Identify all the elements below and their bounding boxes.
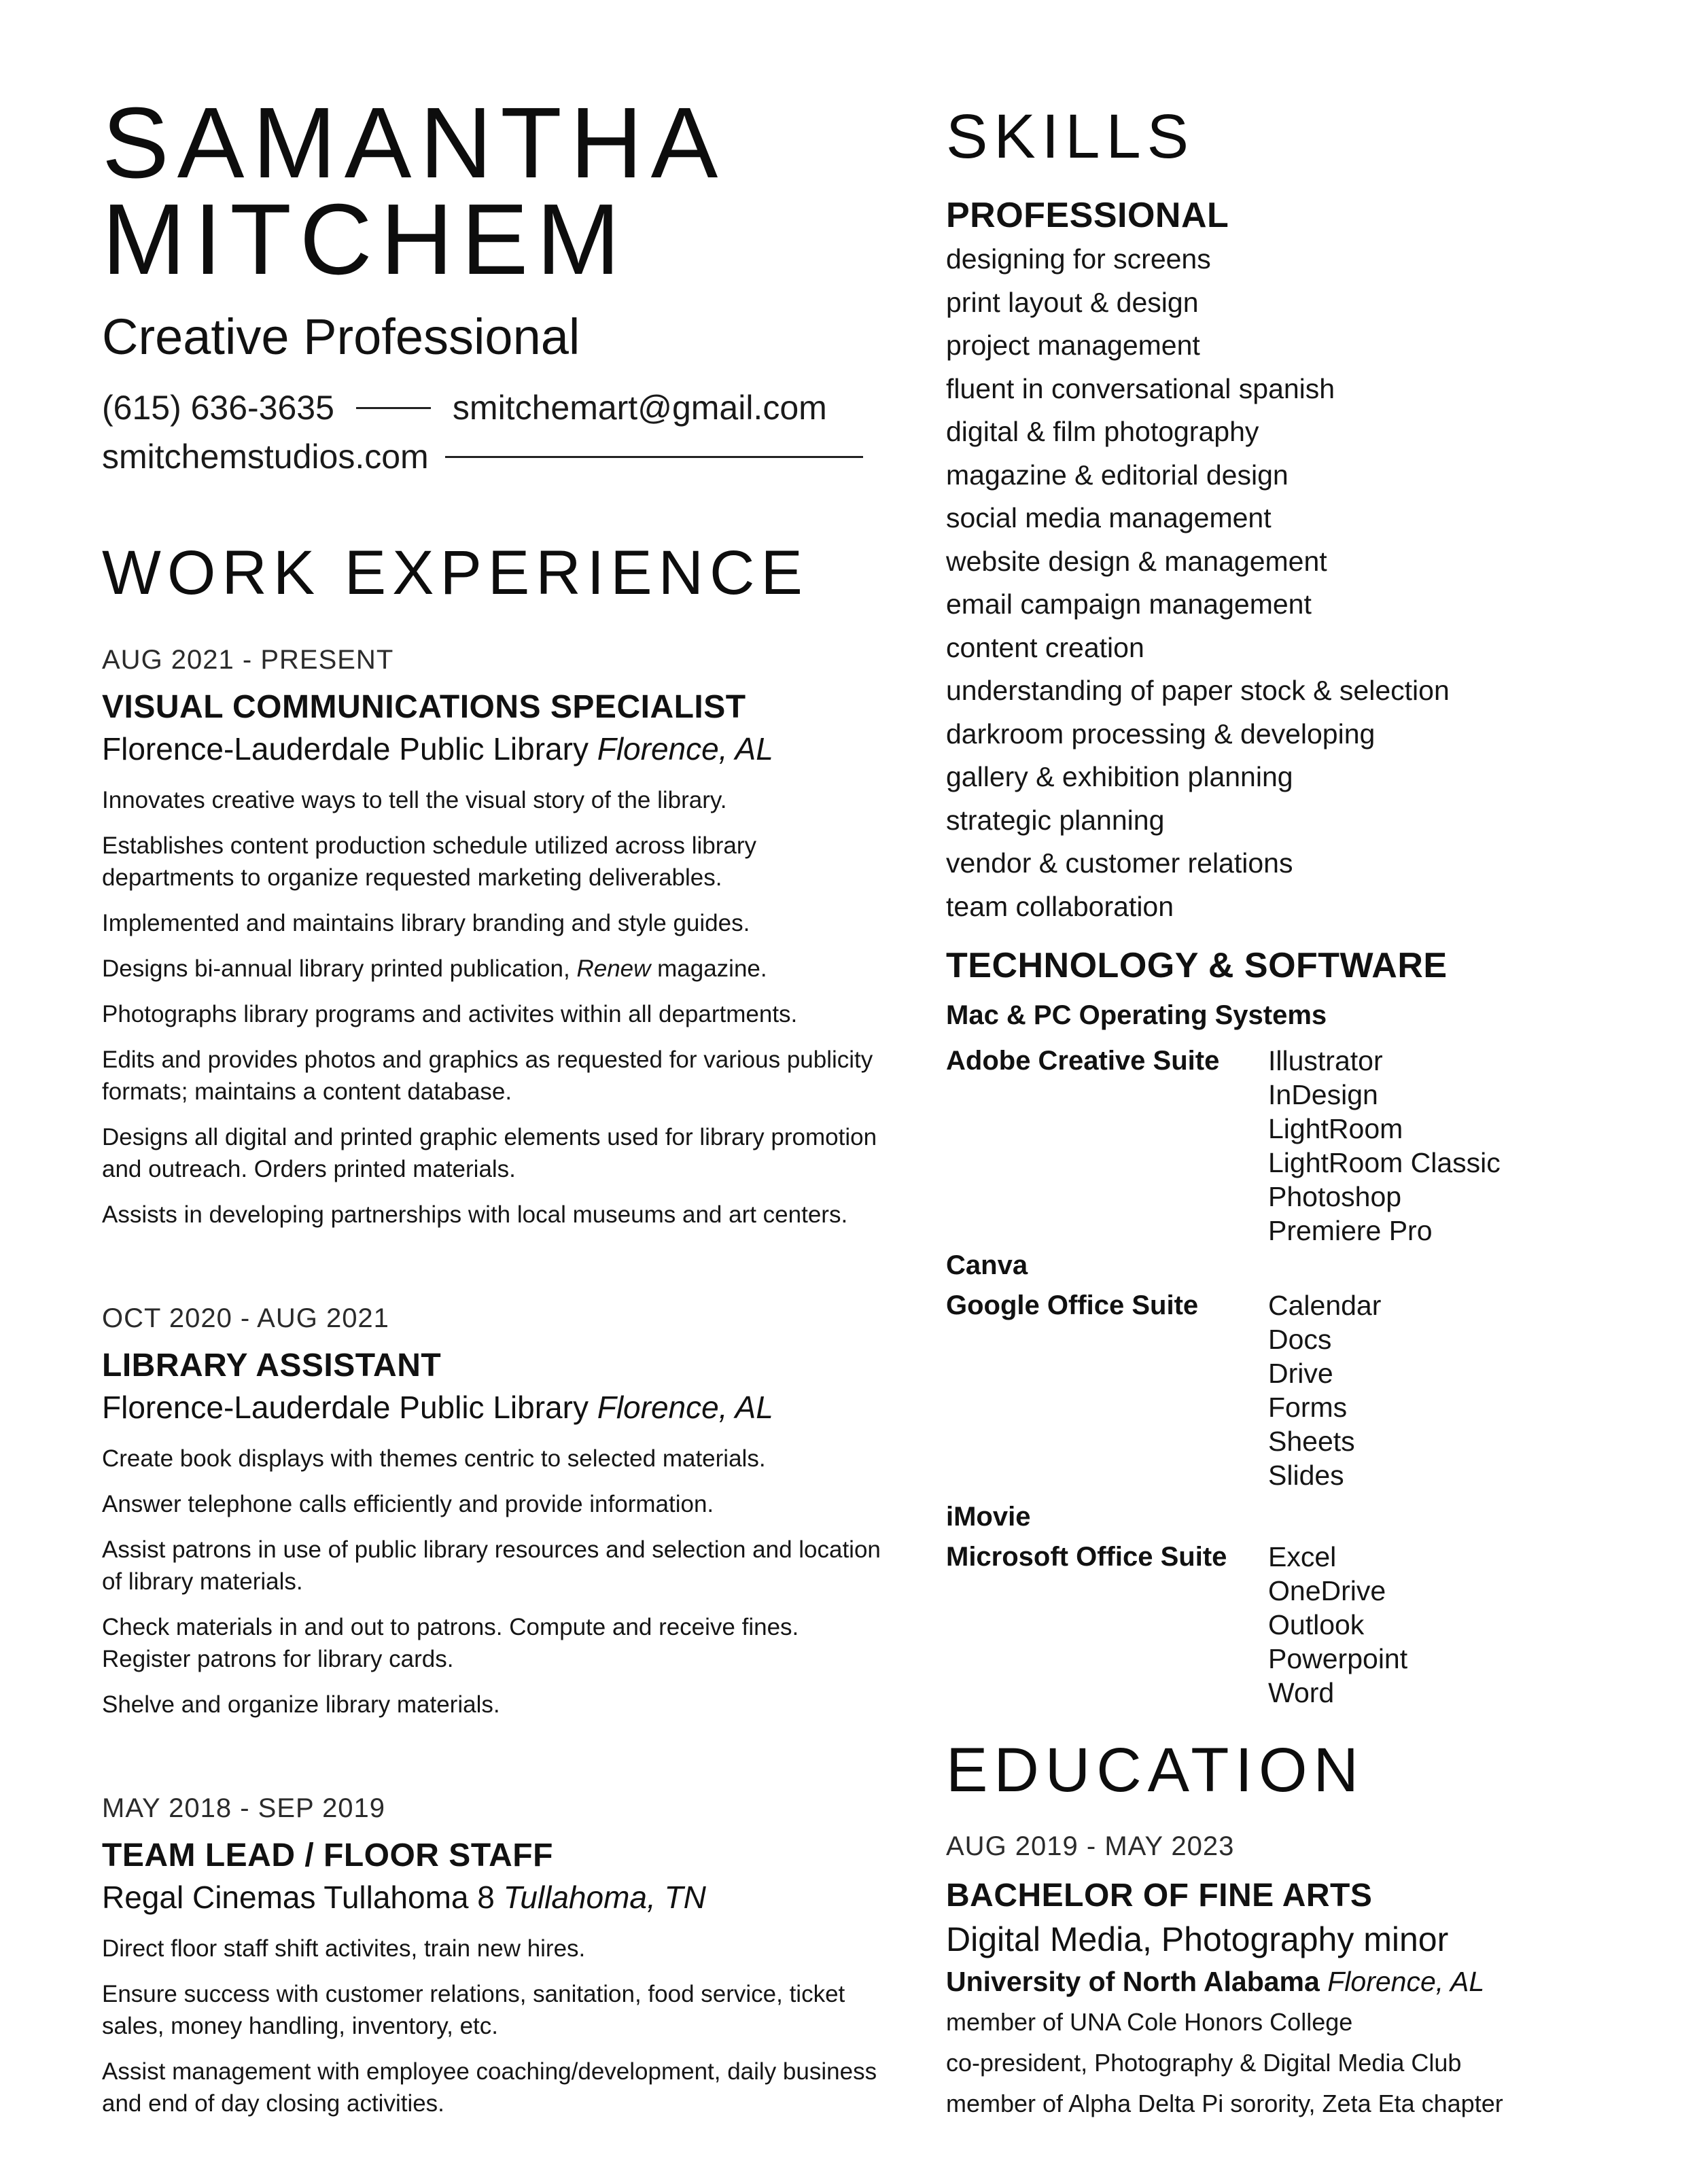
- tech-item: Forms: [1268, 1392, 1348, 1423]
- job-duties: [102, 1933, 890, 2119]
- job-duties: [102, 1443, 890, 1721]
- job-duty: Create book displays with themes centric to selected materials.: [102, 1445, 766, 1472]
- job-title: TEAM LEAD / FLOOR STAFF: [102, 1837, 553, 1873]
- job-employer: Florence-Lauderdale Public Library: [102, 1390, 589, 1425]
- tech-item: LightRoom: [1268, 1113, 1403, 1144]
- tech-item: Docs: [1268, 1324, 1332, 1355]
- job-duty: Implemented and maintains library branding and style guides.: [102, 910, 750, 936]
- job-organization: [102, 728, 890, 769]
- job-dates: MAY 2018 - SEP 2019: [102, 1793, 386, 1823]
- tech-item: Outlook: [1268, 1609, 1365, 1640]
- professional-skills-heading: PROFESSIONAL: [946, 196, 1229, 235]
- job-location: Tullahoma, TN: [503, 1880, 706, 1915]
- phone-number[interactable]: (615) 636-3635: [102, 389, 334, 427]
- tech-group-name: Google Office Suite: [946, 1290, 1199, 1320]
- tech-item: Photoshop: [1268, 1181, 1402, 1212]
- job-duty: Assist management with employee coaching/development, daily business and end of day closing activities.: [102, 2058, 877, 2117]
- skill-item: understanding of paper stock & selection: [946, 675, 1450, 706]
- school-line: [946, 1961, 1626, 2002]
- job-dates: AUG 2021 - PRESENT: [102, 645, 394, 675]
- contact-divider: [356, 407, 431, 409]
- skill-item: gallery & exhibition planning: [946, 761, 1293, 792]
- technology-heading: TECHNOLOGY & SOFTWARE: [946, 946, 1448, 985]
- contact-row-1: [102, 383, 890, 432]
- tech-item: Illustrator: [1268, 1045, 1383, 1076]
- job-entry: [102, 640, 890, 1231]
- tech-item: Drive: [1268, 1358, 1333, 1389]
- professional-skills-list: [946, 238, 1626, 928]
- education-note: member of Alpha Delta Pi sorority, Zeta Eta chapter: [946, 2090, 1503, 2117]
- job-organization: [102, 1387, 890, 1428]
- job-duty: Designs all digital and printed graphic elements used for library promotion and outreach. Orders printed materials.: [102, 1124, 877, 1182]
- job-employer: Florence-Lauderdale Public Library: [102, 731, 589, 767]
- tech-item: LightRoom Classic: [1268, 1147, 1501, 1178]
- contact-row-2: [102, 432, 890, 481]
- tech-item: Premiere Pro: [1268, 1215, 1433, 1246]
- job-duty: Check materials in and out to patrons. Compute and receive fines. Register patrons for library cards.: [102, 1614, 799, 1672]
- tech-item: OneDrive: [1268, 1575, 1386, 1606]
- education-heading: EDUCATION: [946, 1736, 1365, 1805]
- job-duty: Direct floor staff shift activites, train new hires.: [102, 1935, 586, 1962]
- school-location: Florence, AL: [1327, 1966, 1485, 1997]
- tech-group-items: [1268, 1044, 1626, 1248]
- job-organization: [102, 1877, 890, 1918]
- skill-item: digital & film photography: [946, 416, 1259, 447]
- work-experience-heading: WORK EXPERIENCE: [102, 538, 809, 607]
- tech-canva: Canva: [946, 1250, 1028, 1280]
- skill-item: website design & management: [946, 545, 1327, 577]
- tech-group-name: Microsoft Office Suite: [946, 1542, 1227, 1572]
- degree-title: BACHELOR OF FINE ARTS: [946, 1878, 1373, 1914]
- job-title: LIBRARY ASSISTANT: [102, 1348, 442, 1384]
- job-duty: Photographs library programs and activites within all departments.: [102, 1001, 798, 1027]
- job-duty: Establishes content production schedule utilized across library departments to organize requested marketing deliverables.: [102, 832, 757, 891]
- job-employer: Regal Cinemas Tullahoma 8: [102, 1880, 495, 1915]
- role-title: Creative Professional: [102, 309, 580, 365]
- tech-item: Powerpoint: [1268, 1643, 1408, 1674]
- tech-group-items: [1268, 1540, 1626, 1710]
- duty-text: Designs bi-annual library printed publication,: [102, 955, 577, 982]
- tech-group-items: [1268, 1288, 1626, 1492]
- job-duty: Innovates creative ways to tell the visual story of the library.: [102, 787, 727, 813]
- name-first: SAMANTHA: [102, 87, 726, 199]
- skill-item: content creation: [946, 631, 1144, 663]
- skill-item: email campaign management: [946, 588, 1312, 620]
- education-dates: AUG 2019 - MAY 2023: [946, 1831, 1235, 1861]
- tech-group-google: [946, 1288, 1626, 1492]
- skills-heading: SKILLS: [946, 102, 1195, 171]
- job-duty: Ensure success with customer relations, sanitation, food service, ticket sales, money handling, inventory, etc.: [102, 1981, 845, 2039]
- tech-item: Word: [1268, 1677, 1335, 1708]
- skill-item: social media management: [946, 502, 1272, 533]
- job-duties: [102, 784, 890, 1231]
- job-location: Florence, AL: [597, 1390, 773, 1425]
- skill-item: darkroom processing & developing: [946, 718, 1376, 750]
- tech-item: Slides: [1268, 1460, 1344, 1491]
- job-title: VISUAL COMMUNICATIONS SPECIALIST: [102, 689, 746, 725]
- education-note: member of UNA Cole Honors College: [946, 2008, 1353, 2036]
- email-address[interactable]: smitchemart@gmail.com: [452, 389, 827, 427]
- right-column: [946, 95, 1626, 2124]
- job-duty: Assist patrons in use of public library resources and selection and location of library materials.: [102, 1536, 881, 1595]
- tech-item: Sheets: [1268, 1426, 1355, 1457]
- job-duty: Answer telephone calls efficiently and provide information.: [102, 1491, 714, 1517]
- skill-item: strategic planning: [946, 804, 1165, 836]
- name-last: MITCHEM: [102, 183, 629, 296]
- job-dates: OCT 2020 - AUG 2021: [102, 1303, 389, 1333]
- tech-item: InDesign: [1268, 1079, 1378, 1110]
- skill-item: print layout & design: [946, 286, 1199, 318]
- skill-item: magazine & editorial design: [946, 459, 1289, 491]
- tech-os: Mac & PC Operating Systems: [946, 1000, 1327, 1030]
- tech-imovie: iMovie: [946, 1502, 1031, 1532]
- publication-name: Renew: [576, 955, 651, 982]
- skill-item: project management: [946, 330, 1200, 361]
- skill-item: vendor & customer relations: [946, 847, 1293, 879]
- duty-text: magazine.: [650, 955, 767, 982]
- job-duty: Edits and provides photos and graphics as requested for various publicity formats; maintains a content database.: [102, 1046, 873, 1105]
- name-heading: [102, 87, 890, 296]
- job-entry: [102, 1789, 890, 2119]
- website-link[interactable]: smitchemstudios.com: [102, 438, 429, 476]
- education-note: co-president, Photography & Digital Media Club: [946, 2049, 1462, 2077]
- skill-item: team collaboration: [946, 890, 1174, 922]
- skill-item: designing for screens: [946, 243, 1211, 275]
- job-location: Florence, AL: [597, 731, 773, 767]
- school-name: University of North Alabama: [946, 1966, 1320, 1997]
- tech-item: Calendar: [1268, 1290, 1382, 1321]
- job-entry: [102, 1299, 890, 1721]
- job-duty: Assists in developing partnerships with local museums and art centers.: [102, 1201, 848, 1228]
- left-column: [102, 87, 890, 2133]
- skill-item: fluent in conversational spanish: [946, 372, 1335, 404]
- tech-group-name: Adobe Creative Suite: [946, 1046, 1220, 1076]
- degree-major: Digital Media, Photography minor: [946, 1920, 1449, 1958]
- job-duty: Shelve and organize library materials.: [102, 1691, 500, 1718]
- job-duty: [102, 953, 890, 985]
- tech-item: Excel: [1268, 1541, 1337, 1572]
- tech-group-adobe: [946, 1044, 1626, 1248]
- tech-group-microsoft: [946, 1540, 1626, 1710]
- contact-divider-long: [445, 456, 863, 458]
